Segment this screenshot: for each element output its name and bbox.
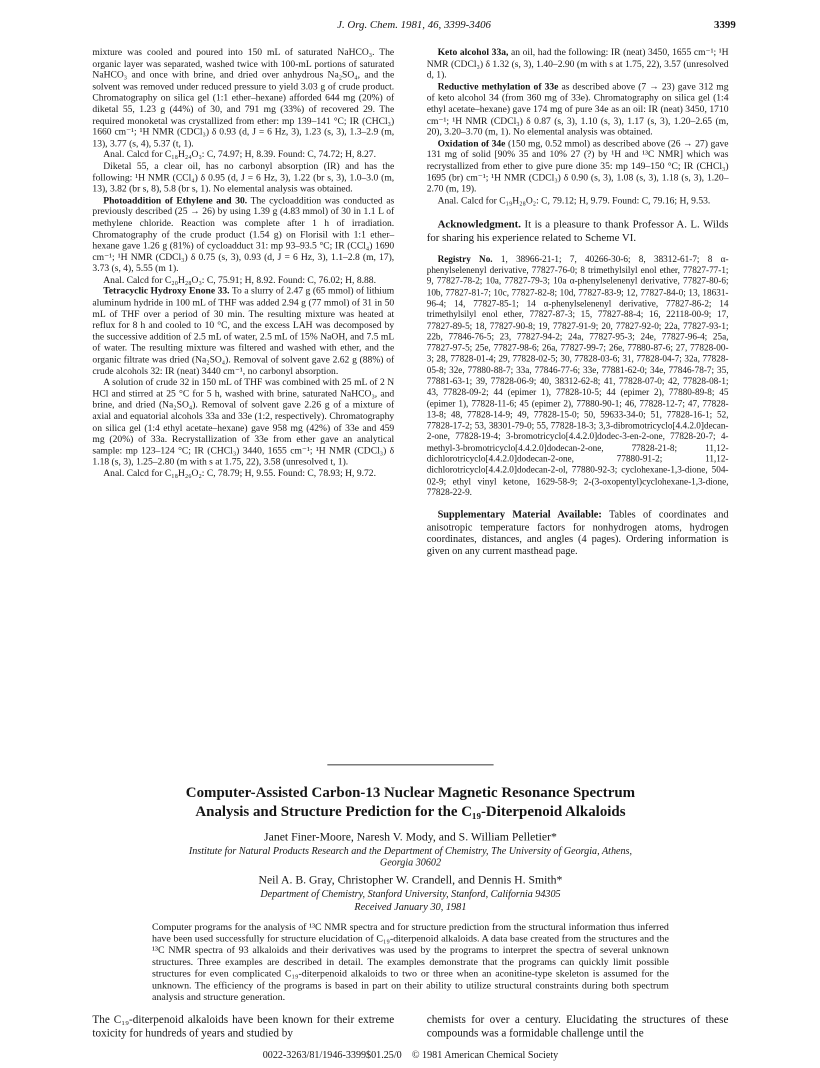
article-code: 0022-3263/81/1946-3399$01.25/0 — [262, 1049, 402, 1061]
paragraph: Diketal 55, a clear oil, has no carbonyl absorption (IR) and has the following: ¹H NMR (CCl₄) δ 0.95 (d, J = 6 Hz, 3), 1.22 (br s, 3), 1.0–3.0 (m, 13), 3.82 (br s, 8), 5.8 (br s, 1). No elemental analysis was obtained. — [91, 161, 394, 195]
right-column — [426, 48, 728, 558]
page-number: 3399 — [713, 18, 736, 31]
left-column — [92, 48, 394, 480]
paragraph: Reductive methylation of 33e as described above (7 → 23) gave 312 mg of keto alcohol 34 (from 360 mg of 33e). Chromatography on silica gel (1:4 ethyl acetate–hexane) gave 174 mg of pure 34e as an oil: IR (neat) 3450, 1710 cm⁻¹; ¹H NMR (CDCl₃) δ 0.87 (s, 3), 1.10 (s, 3), 1.17 (s, 3), 1.20–2.65 (m, 20), 3.20–3.70 (m, 1). No elemental analysis was obtained. — [426, 82, 729, 138]
intro-left: The C₁₉-diterpenoid alkaloids have been known for their extreme toxicity for hundreds of years and studied by — [91, 1012, 394, 1039]
paragraph: Anal. Calcd for C₁₈H₂₆O₂: C, 78.79; H, 9.55. Found: C, 78.93; H, 9.72. — [102, 468, 376, 479]
section-heading: Oxidation of 34e — [437, 138, 505, 149]
affiliation-1: Institute for Natural Products Research and the Department of Chemistry, The University of Georgia, Athens, Georgia 30602 — [188, 845, 632, 869]
section-heading: Keto alcohol 33a, — [437, 47, 508, 58]
paragraph: Anal. Calcd for C₁₈H₂₄O₃: C, 74.97; H, 8.39. Found: C, 74.72; H, 8.27. — [102, 150, 376, 161]
paragraph: Anal. Calcd for C₁₉H₂₈O₂: C, 79.12; H, 9.79. Found: C, 79.16; H, 9.53. — [437, 195, 710, 206]
copyright: © 1981 American Chemical Society — [411, 1049, 558, 1061]
paragraph: mixture was cooled and poured into 150 mL of saturated NaHCO₃. The organic layer was separated, washed twice with 100-mL portions of saturated NaHCO₃ and once with brine, and dried over anhydrous Na₂SO₄, and the solvent was removed under reduced pressure to yield 3.03 g of crude product. Chromatography on silica gel (1:1 ether–hexane) afforded 644 mg (20%) of diketal 55, 1.23 g (44%) of 30, and 791 mg (33%) of recovered 29. The required monoketal was crystallized from ether: mp 139–141 °C; IR (CHCl₃) 1660 cm⁻¹; ¹H NMR (CDCl₃) δ 0.93 (d, J = 6 Hz, 3), 1.23 (s, 3), 1.3–2.9 (m, 13), 3.77 (s, 4), 5.37 (t, 1). — [91, 47, 394, 149]
registry-numbers: Registry No. 1, 38966-21-1; 7, 40266-30-6; 8, 38312-61-7; 8 α-phenylselenenyl derivative, 77827-76-0; 8 trimethylsilyl enol ether, 77827-77-1; 9, 77827-78-2; 10a, 77827-79-3; 10a α-phenylselenenyl derivative, 77827-80-6; 10b, 77827-81-7; 10c, 77827-82-8; 10d, 77827-83-9; 12, 77827-84-0; 13, 18631-96-4; 14, 77827-85-1; 14 α-phenylselenenyl derivative, 77827-86-2; 14 trimethylsilyl enol ether, 77827-87-3; 15, 77827-88-4; 16, 22118-00-9; 17, 77827-89-5; 18, 77827-90-8; 19, 77827-91-9; 20, 77827-92-0; 22a, 77827-93-1; 22b, 77846-76-5; 23, 77827-94-2; 24a, 77827-95-3; 24e, 77827-96-4; 25a, 77827-97-5; 25e, 77827-98-6; 26a, 77827-99-7; 26e, 77880-87-6; 27, 77828-00-3; 28, 77828-01-4; 29, 77828-02-5; 30, 77828-03-6; 31, 77828-04-7; 32a, 77828-05-8; 32e, 77880-88-7; 33a, 77846-77-6; 33e, 77881-62-0; 34e, 77846-78-7; 35, 77881-63-1; 39, 77828-06-9; 40, 38312-62-8; 41, 77828-07-0; 42, 77828-08-1; 43, 77828-09-2; 44 (epimer 1), 77828-10-5; 44 (epimer 2), 77880-89-8; 45 (epimer 1), 77828-11-6; 45 (epimer 2), 77880-90-1; 46, 77828-12-7; 47, 77828-13-8; 48, 77828-14-9; 49, 77828-15-0; 50, 59633-34-0; 51, 77828-16-1; 52, 77828-17-2; 53, 38301-79-0; 55, 77828-18-3; 3,3-dibromotricyclo[4.4.2.0]decan-2-one, 77828-19-4; 3-bromotricyclo[4.4.2.0]dodec-3-en-2-one, 77828-20-7; 4-methyl-3-bromotricyclo[4.4.2.0]dodecan-2-one, 77828-21-8; 11,12-dichlorotricyclo[4.4.2.0]dodecan-2-one, 77880-91-2; 11,12-dichlorotricyclo[4.4.2.0]dodecan-2-ol, 77880-92-3; cyclohexane-1,3-dione, 504-02-9; ethyl vinyl ketone, 1629-58-9; 2-(3-oxopentyl)cyclohexane-1,3-dione, 77828-22-9. — [426, 254, 729, 498]
section-heading: Tetracyclic Hydroxy Enone 33. — [102, 286, 230, 297]
abstract: Computer programs for the analysis of ¹³C NMR spectra and for structure prediction from the structural information thus inferred have been used successfully for structure elucidation of C₁₉-diterpenoid alkaloids. A data base created from the structures and the ¹³C NMR spectra of 93 alkaloids and their derivatives was used by the programs to interpret the spectra of several unknown structures. Three examples are described in detail. The examples demonstrate that the programs can quickly limit possible structures for even complicated C₁₉-diterpenoid alkaloids to two or three when an aconitine-type skeleton is assumed for the unknown. The efficiency of the programs is based in part on their ability to utilize structural constraints during both spectrum analysis and structure generation. — [151, 921, 669, 1003]
paragraph: Oxidation of 34e (150 mg, 0.52 mmol) as described above (26 → 27) gave 131 mg of solid [90% 35 and 10% 27 (?) by ¹H and ¹³C NMR] which was recrystallized from ether to give pure dione 35: mp 149–150 °C; IR (CHCl₃) 1695 (br) cm⁻¹; ¹H NMR (CDCl₃) δ 0.90 (s, 3), 1.08 (s, 3), 1.18 (s, 3), 1.20–2.70 (m, 19). — [426, 138, 729, 195]
authors-group-2: Neil A. B. Gray, Christopher W. Crandell, and Dennis H. Smith* — [257, 872, 562, 887]
paragraph: Keto alcohol 33a, an oil, had the following: IR (neat) 3450, 1655 cm⁻¹; ¹H NMR (CDCl₃) δ 1.32 (s, 3), 1.40–2.90 (m with s at 1.75, 22), 3.57 (unresolved d, 1). — [426, 47, 729, 81]
intro-right: chemists for over a century. Elucidating the structures of these compounds was a formidable challenge until the — [426, 1012, 729, 1039]
article-title: Computer-Assisted Carbon-13 Nuclear Magnetic Resonance Spectrum Analysis and Structure Prediction for the C₁₉-Diterpenoid Alkaloids — [185, 783, 635, 820]
footer — [92, 1050, 728, 1061]
journal-citation: J. Org. Chem. 1981, 46, 3399-3406 — [336, 18, 491, 31]
paragraph: Tetracyclic Hydroxy Enone 33. To a slurry of 2.47 g (65 mmol) of lithium aluminum hydride in 100 mL of THF was added 2.94 g (77 mmol) of 31 in 50 mL of THF over a period of 30 min. The resulting mixture was heated at reflux for 8 h and cooled to 10 °C, and the excess LAH was decomposed by the successive addition of 2.5 mL of water, 2.5 mL of 15% NaOH, and 7.5 mL of water. The resulting mixture was filtered and washed with ether, and the organic filtrate was dried (Na₂SO₄). Removal of solvent gave 2.62 g (88%) of crude alcohols 32: IR (neat) 3440 cm⁻¹, no carbonyl absorption. — [91, 286, 394, 377]
section-divider — [327, 764, 493, 765]
section-heading: Photoaddition of Ethylene and 30. — [102, 195, 247, 206]
section-heading: Reductive methylation of 33e — [437, 82, 558, 92]
paragraph: Anal. Calcd for C₂₀H₂₈O₃: C, 75.91; H, 8.92. Found: C, 76.02; H, 8.88. — [102, 275, 376, 286]
affiliation-2: Department of Chemistry, Stanford University, Stanford, California 94305 — [259, 889, 561, 900]
paragraph: Photoaddition of Ethylene and 30. The cycloaddition was conducted as previously described (25 → 26) by using 1.39 g (4.83 mmol) of 30 in 1.1 L of methylene chloride. Reaction was complete after 1 h of irradiation. Chromatography of the crude product (1.54 g) on Florisil with 1:1 ether–hexane gave 1.26 g (81%) of cycloadduct 31: mp 93–93.5 °C; IR (CCl₄) 1690 cm⁻¹; ¹H NMR (CDCl₃) δ 0.75 (s, 3), 0.93 (d, J = 6 Hz, 3), 1.1–2.8 (m, 17), 3.73 (s, 4), 5.55 (m 1). — [91, 195, 394, 275]
running-head — [92, 18, 735, 34]
acknowledgment: Acknowledgment. It is a pleasure to thank Professor A. L. Wilds for sharing his experience related to Scheme VI. — [426, 218, 729, 244]
received-date: Received January 30, 1981 — [353, 901, 466, 913]
journal-page — [40, 0, 781, 1061]
supplementary-material: Supplementary Material Available: Tables of coordinates and anisotropic temperature factors for nonhydrogen atoms, hydrogen coordinates, distances, and angles (4 pages). Ordering information is given on any current masthead page. — [426, 509, 729, 558]
paragraph: A solution of crude 32 in 150 mL of THF was combined with 25 mL of 2 N HCl and stirred at 25 °C for 5 h, washed with brine, saturated NaHCO₃, and brine, and dried (Na₂SO₄). Removal of solvent gave 2.26 g of a mixture of axial and equatorial alcohols 33a and 33e (1:2, respectively). Chromatography on silica gel (1:4 ethyl acetate–hexane) gave 958 mg (42%) of 33e and 459 mg (20%) of 33a. Recrystallization of 33e from ether gave an analytical sample: mp 123–124 °C; IR (CHCl₃) 3440, 1655 cm⁻¹; ¹H NMR (CDCl₃) δ 1.18 (s, 3), 1.25–2.80 (m with s at 1.75, 22), 3.58 (unresolved t, 1). — [91, 377, 394, 468]
authors-group-1: Janet Finer-Moore, Naresh V. Mody, and S. William Pelletier* — [263, 829, 557, 844]
